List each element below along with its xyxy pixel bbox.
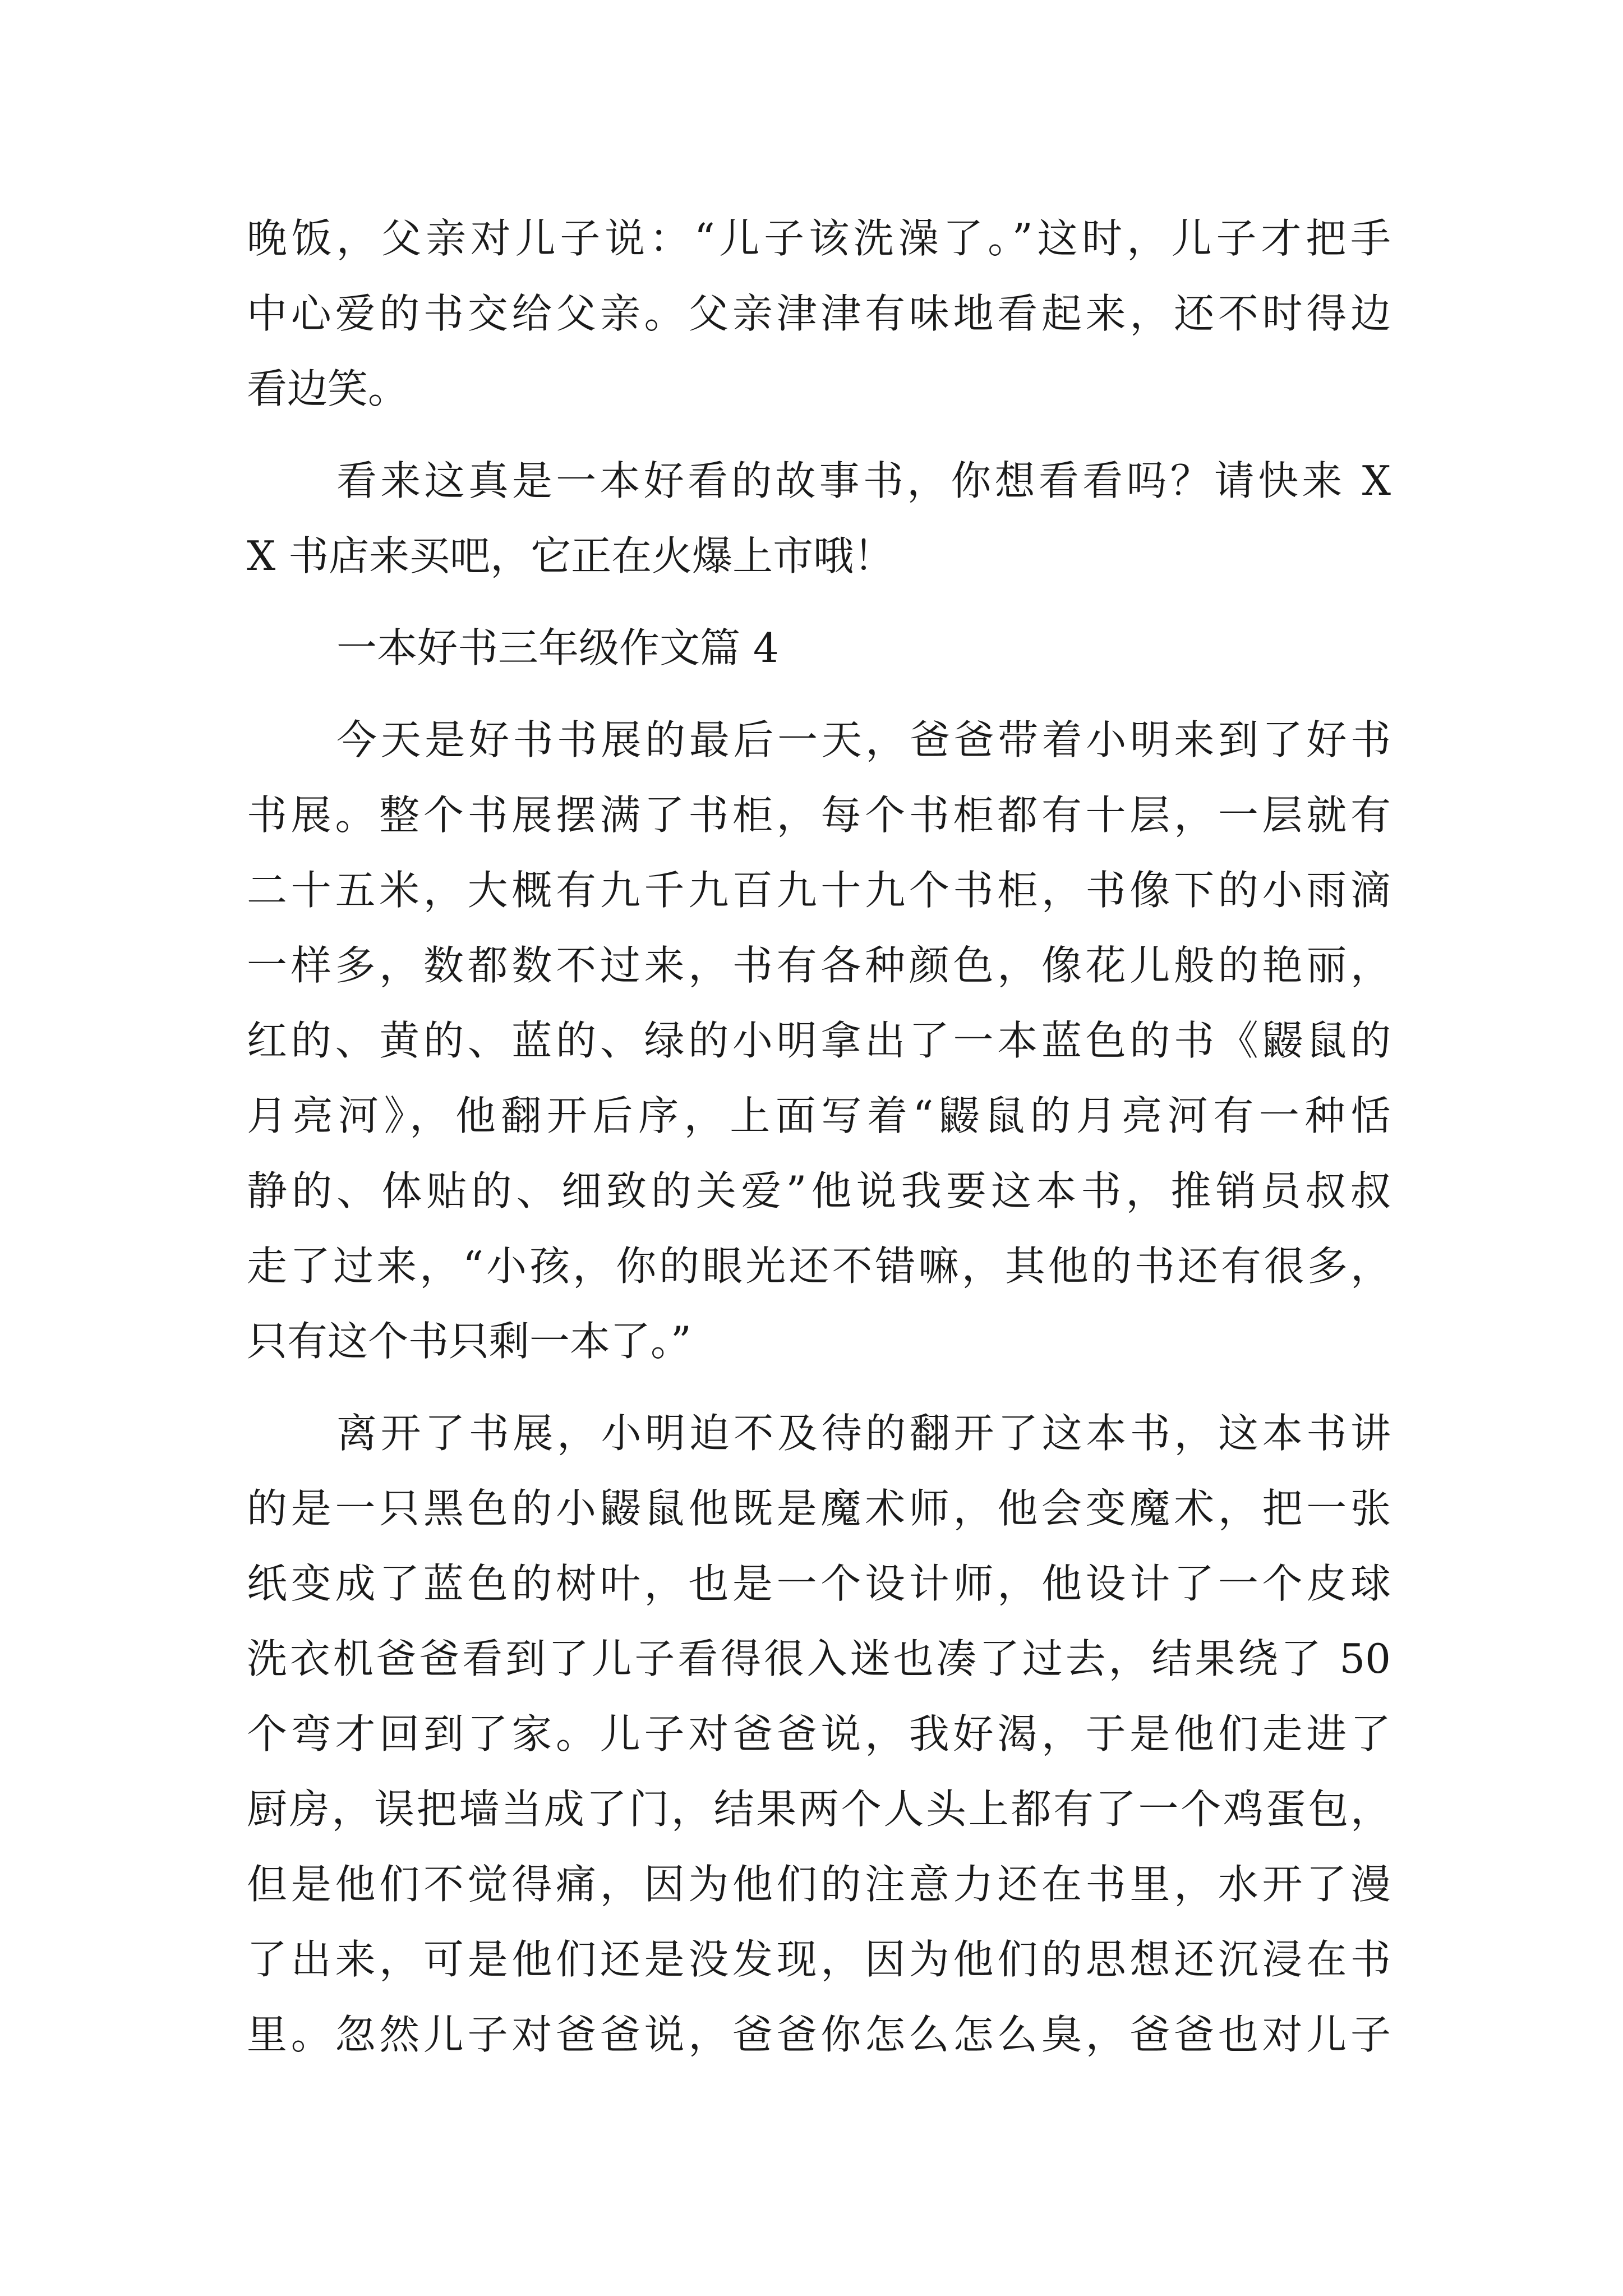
paragraph	[247, 443, 1391, 593]
text-line: X 书店来买吧，它正在火爆上市哦！	[247, 532, 895, 579]
text-line: 月亮河》，他翻开后序，上面写着“鼹鼠的月亮河有一种恬	[247, 1092, 1391, 1139]
paragraph	[247, 201, 1391, 426]
text-line: 洗衣机爸爸看到了儿子看得很入迷也凑了过去，结果绕了 50	[247, 1635, 1391, 1682]
text-line: 静的、体贴的、细致的关爱”他说我要这本书，推销员叔叔	[247, 1167, 1391, 1214]
text-line: 一样多，数都数不过来，书有各种颜色，像花儿般的艳丽，	[247, 942, 1391, 989]
text-line: 看来这真是一本好看的故事书，你想看看吗？请快来 X	[336, 457, 1391, 504]
text-line: 的是一只黑色的小鼹鼠他既是魔术师，他会变魔术，把一张	[247, 1485, 1391, 1532]
paragraph	[247, 1396, 1391, 2072]
document-body	[247, 201, 1391, 2072]
text-line: 厨房，误把墙当成了门，结果两个人头上都有了一个鸡蛋包，	[247, 1786, 1391, 1833]
text-line: 看边笑。	[247, 365, 409, 412]
heading-text: 一本好书三年级作文篇 4	[336, 624, 779, 671]
text-line: 书展。整个书展摆满了书柜，每个书柜都有十层，一层就有	[247, 792, 1391, 839]
text-line: 晚饭，父亲对儿子说：“儿子该洗澡了。”这时，儿子才把手	[247, 215, 1391, 262]
text-line: 走了过来，“小孩，你的眼光还不错嘛，其他的书还有很多，	[247, 1243, 1391, 1290]
paragraph	[247, 702, 1391, 1379]
text-line: 今天是好书书展的最后一天，爸爸带着小明来到了好书	[336, 716, 1391, 763]
text-line: 个弯才回到了家。儿子对爸爸说，我好渴，于是他们走进了	[247, 1710, 1391, 1757]
text-line: 里。忽然儿子对爸爸说，爸爸你怎么怎么臭，爸爸也对儿子	[247, 2011, 1391, 2058]
text-line: 了出来，可是他们还是没发现，因为他们的思想还沉浸在书	[247, 1936, 1391, 1983]
text-line: 红的、黄的、蓝的、绿的小明拿出了一本蓝色的书《鼹鼠的	[247, 1017, 1391, 1064]
section-heading	[247, 610, 1391, 685]
text-line: 离开了书展，小明迫不及待的翻开了这本书，这本书讲	[336, 1410, 1391, 1457]
text-line: 只有这个书只剩一本了。”	[247, 1318, 691, 1365]
text-line: 中心爱的书交给父亲。父亲津津有味地看起来，还不时得边	[247, 290, 1391, 337]
text-line: 但是他们不觉得痛，因为他们的注意力还在书里，水开了漫	[247, 1861, 1391, 1908]
text-line: 二十五米，大概有九千九百九十九个书柜，书像下的小雨滴	[247, 867, 1391, 914]
text-line: 纸变成了蓝色的树叶，也是一个设计师，他设计了一个皮球	[247, 1560, 1391, 1607]
